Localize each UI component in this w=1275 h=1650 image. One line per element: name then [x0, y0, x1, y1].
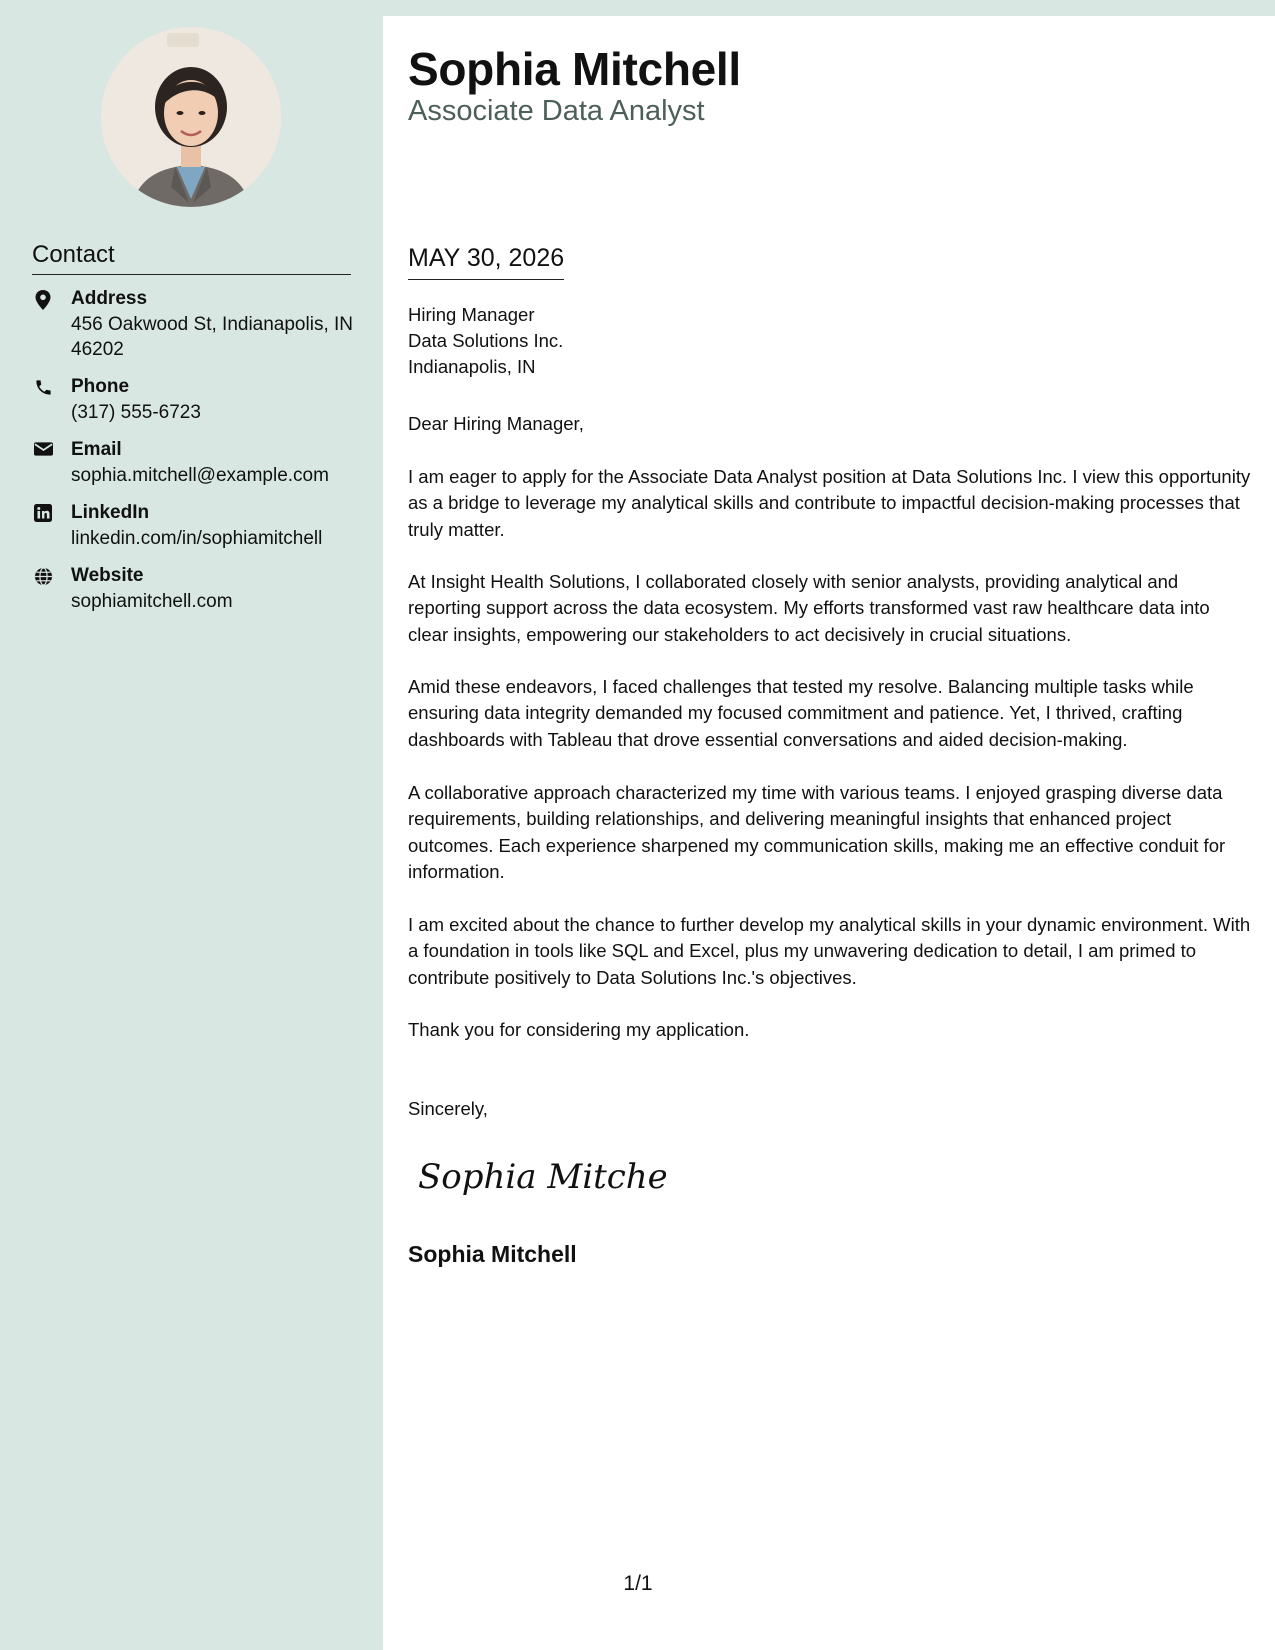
applicant-name: Sophia Mitchell — [408, 43, 741, 95]
recipient-line: Hiring Manager — [408, 304, 535, 325]
body-paragraph: I am eager to apply for the Associate Data Analyst position at Data Solutions Inc. I view this opportunity as a bridge to leverage my analytical skills and contribute to impactful decision-making processes that truly matter. — [408, 466, 1251, 540]
contact-label: Phone — [71, 376, 130, 397]
signature — [416, 1152, 666, 1207]
contact-value: sophiamitchell.com — [71, 591, 233, 612]
page-number: 1/1 — [623, 1572, 653, 1595]
contact-value: 456 Oakwood St, Indianapolis, IN 46202 — [71, 314, 354, 360]
globe-icon — [34, 567, 52, 585]
sidebar — [0, 0, 383, 1650]
contact-label: Email — [71, 439, 122, 460]
recipient-block — [408, 302, 563, 380]
recipient-line: Data Solutions Inc. — [408, 330, 564, 351]
body-paragraph: A collaborative approach characterized my time with various teams. I enjoyed grasping diverse data requirements, building relationships, and delivering meaningful insights that enhanced project outcomes. Each experience sharpened my communication skills, making me an effective conduit for information. — [408, 782, 1226, 882]
signature-text: Sophia Mitchell — [418, 1157, 666, 1197]
contact-heading: Contact — [32, 240, 351, 275]
recipient-line: Indianapolis, IN — [408, 356, 536, 377]
job-title: Associate Data Analyst — [408, 95, 705, 127]
greeting: Dear Hiring Manager, — [408, 413, 584, 434]
phone-icon — [34, 378, 52, 396]
contact-value: linkedin.com/in/sophiamitchell — [71, 528, 323, 549]
body-paragraph: Amid these endeavors, I faced challenges that tested my resolve. Balancing multiple tasks while ensuring data integrity demanded my focused commitment and patience. Yet, I thrived, crafting dashboards with Tableau that drove essential conversations and aided decision-making. — [408, 676, 1194, 750]
letter-date: MAY 30, 2026 — [408, 243, 564, 280]
closing: Sincerely, — [408, 1098, 488, 1119]
signoff-name: Sophia Mitchell — [408, 1241, 577, 1267]
email-icon — [34, 441, 52, 459]
body-paragraph: I am excited about the chance to further develop my analytical skills in your dynamic environment. With a foundation in tools like SQL and Excel, plus my unwavering dedication to detail, I am primed to contribute positively to Data Solutions Inc.'s objectives. — [408, 914, 1251, 988]
thanks-line: Thank you for considering my application. — [408, 1019, 750, 1040]
avatar — [101, 27, 281, 207]
body-paragraph: At Insight Health Solutions, I collaborated closely with senior analysts, providing analytical and reporting support across the data ecosystem. My efforts transformed vast raw healthcare data into clear insights, empowering our stakeholders to act decisively in crucial situations. — [408, 571, 1210, 645]
contact-value: (317) 555-6723 — [71, 402, 201, 423]
contact-value: sophia.mitchell@example.com — [71, 465, 329, 486]
contact-label: LinkedIn — [71, 502, 150, 523]
contact-label: Address — [71, 288, 148, 309]
map-pin-icon — [34, 290, 52, 308]
contact-label: Website — [71, 565, 144, 586]
linkedin-icon — [34, 504, 52, 522]
